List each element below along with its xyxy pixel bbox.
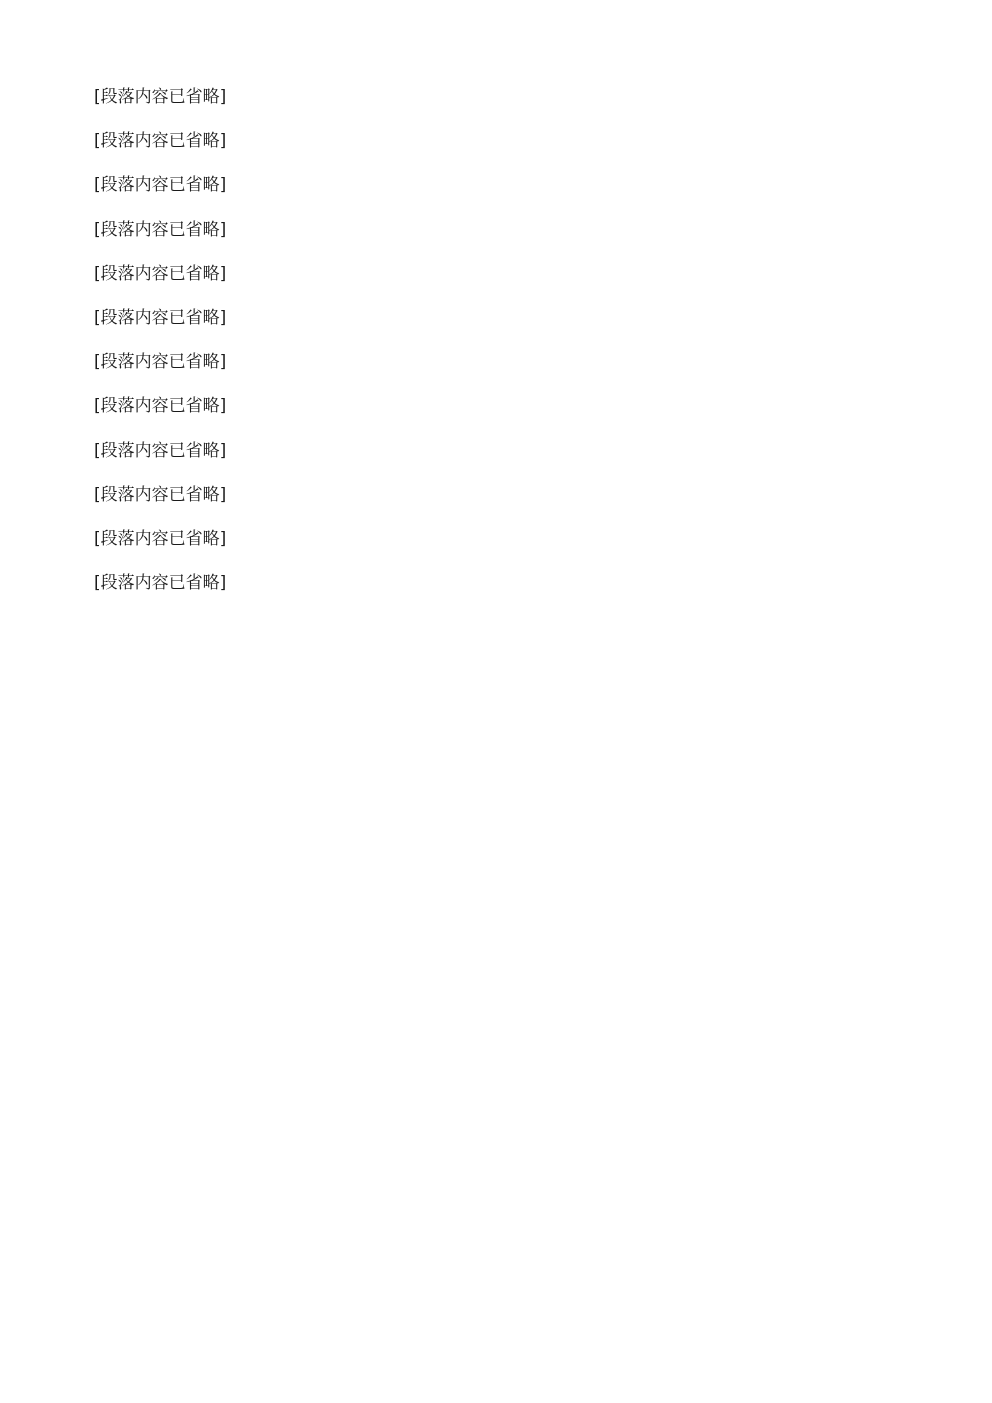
- paragraph: [段落内容已省略]: [94, 440, 227, 461]
- paragraph: [段落内容已省略]: [94, 396, 227, 417]
- paragraph: [段落内容已省略]: [94, 528, 227, 549]
- paragraph: [段落内容已省略]: [94, 573, 227, 594]
- paragraph: [段落内容已省略]: [94, 175, 227, 196]
- paragraph: [段落内容已省略]: [94, 263, 227, 284]
- paragraph: [段落内容已省略]: [94, 307, 227, 328]
- paragraph: [段落内容已省略]: [94, 352, 227, 373]
- paragraph: [段落内容已省略]: [94, 484, 227, 505]
- paragraph: [段落内容已省略]: [94, 131, 227, 152]
- text-body: [60, 75, 932, 605]
- paragraph: [段落内容已省略]: [94, 87, 227, 107]
- paragraph: [段落内容已省略]: [94, 219, 227, 240]
